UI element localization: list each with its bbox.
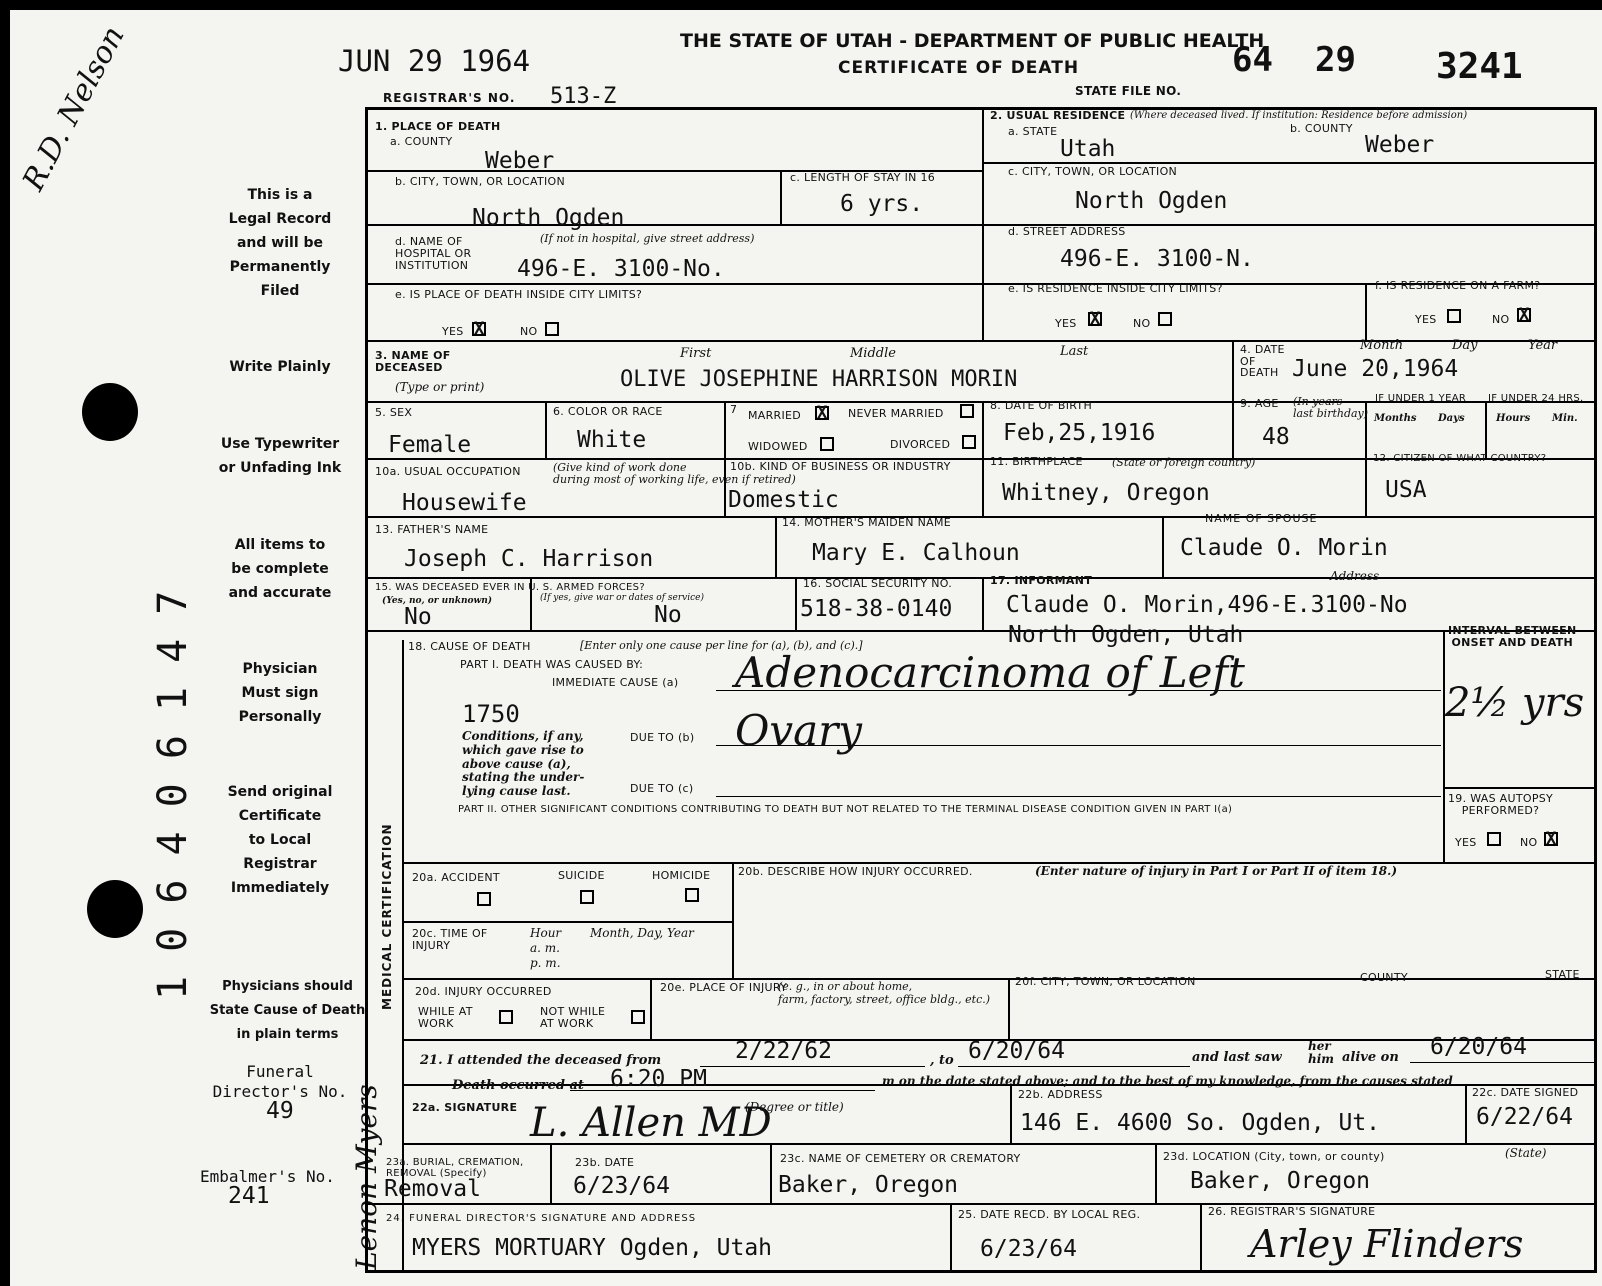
business-value: Domestic [728,487,839,513]
hospital-label: d. NAME OF HOSPITAL OR INSTITUTION [395,235,472,273]
months-label: Months [1374,413,1417,424]
injury-occurred-label: 20d. INJURY OCCURRED [415,985,552,998]
name-label: 3. NAME OF DECEASED [375,349,451,375]
farm-yes-checkbox[interactable] [1447,309,1461,323]
death-no-label: NO [520,325,538,338]
war-value: No [654,602,682,628]
res-street: 496-E. 3100-N. [1060,246,1254,272]
autopsy-no-label: NO [1520,836,1538,849]
cemetery-label: 23c. NAME OF CEMETERY OR CREMATORY [780,1152,1021,1165]
middle-label: Middle [850,346,896,361]
date-signed: 6/22/64 [1476,1104,1573,1130]
location-label: 23d. LOCATION (City, town, or county) [1163,1150,1385,1163]
date-of-death-label: 4. DATE OF DEATH [1240,343,1285,380]
armed-forces-note1: (Yes, no, or unknown) [382,596,493,606]
file-no-part3: 3241 [1436,46,1523,87]
funeral-director-sig-label: 24. FUNERAL DIRECTOR'S SIGNATURE AND ADDRESS [386,1213,697,1224]
punch-hole-bottom [87,880,143,938]
cause-label: 18. CAUSE OF DEATH [408,640,531,653]
birthplace-label: 11. BIRTHPLACE [990,455,1083,468]
form-subtitle: CERTIFICATE OF DEATH [838,58,1080,78]
physician-address: 146 E. 4600 So. Ogden, Ut. [1020,1110,1381,1136]
death-inside-limits-label: e. IS PLACE OF DEATH INSIDE CITY LIMITS? [395,288,643,301]
res-inside-no-checkbox[interactable] [1158,312,1172,326]
immediate-cause-label: IMMEDIATE CAUSE (a) [552,676,679,689]
file-no-part1: 64 [1232,40,1273,80]
date-of-death: June 20,1964 [1292,356,1459,382]
never-married-checkbox[interactable] [960,404,974,418]
death-county: Weber [485,148,555,174]
margin-note-complete: All items to be complete and accurate [228,537,332,601]
due-b-value: Ovary [735,706,863,755]
sex-value: Female [388,432,472,458]
age-label: 9. AGE [1240,397,1279,410]
describe-injury-label: 20b. DESCRIBE HOW INJURY OCCURRED. [738,865,973,878]
due-c-label: DUE TO (c) [630,782,694,795]
describe-injury-note: (Enter nature of injury in Part I or Part II of item 18.) [1035,864,1398,878]
registrar-sig-label: 26. REGISTRAR'S SIGNATURE [1208,1205,1376,1218]
homicide-label: HOMICIDE [652,869,711,882]
sex-label: 5. SEX [375,406,413,419]
age-value: 48 [1262,424,1290,450]
res-city-label: c. CITY, TOWN, OR LOCATION [1008,165,1178,178]
res-county: Weber [1365,132,1435,158]
res-street-label: d. STREET ADDRESS [1008,225,1126,238]
divorced-checkbox[interactable] [962,435,976,449]
marital-num: 7 [730,403,738,416]
never-married-label: NEVER MARRIED [848,407,944,420]
autopsy-yes-label: YES [1455,836,1477,849]
married-checkbox[interactable] [815,406,829,420]
informant-line2: North Ogden, Utah [1008,622,1244,648]
occupation-label: 10a. USUAL OCCUPATION [375,465,521,478]
mdy-label: Month, Day, Year [590,926,694,940]
under-24-hrs-label: IF UNDER 24 HRS. [1488,393,1584,404]
autopsy-yes-checkbox[interactable] [1487,832,1501,846]
married-label: MARRIED [748,409,802,422]
registrar-no: 513-Z [550,84,617,109]
stay-label: c. LENGTH OF STAY IN 16 [790,171,936,184]
date-recd: 6/23/64 [980,1236,1077,1262]
margin-note-write-plainly: Write Plainly [229,359,331,375]
embalmer-no: 241 [228,1183,270,1209]
autopsy-no-checkbox[interactable] [1544,832,1558,846]
death-yes-label: YES [442,325,464,338]
name-sub: (Type or print) [395,380,485,394]
cause-note: [Enter only one cause per line for (a), (b), and (c).] [580,639,863,652]
residence-label: 2. USUAL RESIDENCE [990,109,1126,122]
medical-cert-label: MEDICAL CERTIFICATION [380,823,394,1010]
days-label: Days [1438,413,1465,424]
business-label: 10b. KIND OF BUSINESS OR INDUSTRY [730,460,951,473]
due-b-label: DUE TO (b) [630,731,695,744]
part1-label: PART I. DEATH WAS CAUSED BY: [460,658,644,671]
while-at-work-checkbox[interactable] [499,1010,513,1024]
min-label: Min. [1552,413,1578,424]
injury-state-label: STATE [1545,968,1580,981]
physician-signature: L. Allen MD [530,1100,772,1146]
res-state: Utah [1060,136,1116,162]
res-city: North Ogden [1075,188,1228,214]
hours-label: Hours [1496,413,1531,424]
not-while-at-work-label: NOT WHILE AT WORK [540,1005,606,1031]
death-inside-no-checkbox[interactable] [545,322,559,336]
form-title: THE STATE OF UTAH - DEPARTMENT OF PUBLIC HEALTH [680,30,1265,52]
farm-label: f. IS RESIDENCE ON A FARM? [1375,279,1541,292]
spouse-label: NAME OF SPOUSE [1205,512,1318,525]
armed-forces-note2: (If yes, give war or dates of service) [540,593,704,603]
location-state-label: (State) [1505,1146,1547,1160]
funeral-director-label: Funeral Director's No. [212,1062,348,1101]
armed-forces-value: No [404,604,432,630]
birth-date: Feb,25,1916 [1003,420,1156,446]
hospital-note: (If not in hospital, give street address) [540,232,755,245]
res-inside-limits-label: e. IS RESIDENCE INSIDE CITY LIMITS? [1008,282,1223,295]
spouse-name: Claude O. Morin [1180,535,1388,561]
margin-note-send: Send original Certificate to Local Registrar Immediately [227,784,333,896]
citizen-label: 12. CITIZEN OF WHAT COUNTRY? [1373,453,1547,464]
month-label: Month [1360,338,1404,353]
res-no-label: NO [1133,317,1151,330]
burial-value: Removal [384,1176,481,1202]
funeral-director-no: 49 [266,1098,294,1124]
year-label: Year [1528,338,1558,353]
margin-note-typewriter: Use Typewriter or Unfading Ink [218,436,342,476]
place-of-injury-note: (e. g., in or about home, farm, factory, street, office bldg., etc.) [778,980,991,1007]
attended-to-label: , to [930,1053,954,1068]
registrar-signature: Arley Flinders [1250,1222,1524,1266]
part2-label: PART II. OTHER SIGNIFICANT CONDITIONS CONTRIBUTING TO DEATH BUT NOT RELATED TO THE TERMINAL DISEASE CONDITION GIVEN IN PART I(a) [458,804,1233,815]
informant-label: 17. INFORMANT [990,574,1093,587]
death-city-label: b. CITY, TOWN, OR LOCATION [395,175,566,188]
not-while-at-work-checkbox[interactable] [631,1010,645,1024]
burial-date-label: 23b. DATE [575,1156,635,1169]
suicide-label: SUICIDE [558,869,605,882]
interval-value: 2½ yrs [1445,680,1585,726]
race-label: 6. COLOR OR RACE [553,405,663,418]
date-signed-label: 22c. DATE SIGNED [1472,1086,1579,1099]
attended-to: 6/20/64 [968,1038,1065,1064]
occupation-value: Housewife [402,490,527,516]
attended-from: 2/22/62 [735,1038,832,1064]
father-label: 13. FATHER'S NAME [375,523,489,536]
place-of-death-label: 1. PLACE OF DEATH [375,120,501,133]
immediate-cause-value: Adenocarcinoma of Left [735,648,1245,697]
alive-on-date: 6/20/64 [1430,1034,1527,1060]
stamp-date: JUN 29 1964 [338,44,531,78]
res-county-label: b. COUNTY [1290,122,1353,135]
interval-label: INTERVAL BETWEEN ONSET AND DEATH [1448,624,1577,650]
informant-address-label: Address [1330,569,1380,583]
conditions-note: Conditions, if any, which gave rise to above cause (a), stating the under- lying cause last. [462,729,585,799]
time-of-injury-label: 20c. TIME OF INJURY [412,927,488,953]
alive-on-label: alive on [1342,1050,1399,1065]
under-1-year-label: IF UNDER 1 YEAR [1375,393,1467,404]
burial-label: 23a. BURIAL, CREMATION, REMOVAL (Specify) [386,1157,524,1179]
mother-name: Mary E. Calhoun [812,540,1020,566]
ssn-value: 518-38-0140 [800,596,953,622]
vertical-cert-number: 1 0 6 4 0 6 1 4 7 [150,590,196,1000]
punch-hole-top [82,383,138,441]
birthplace-value: Whitney, Oregon [1002,480,1210,506]
armed-forces-label: 15. WAS DECEASED EVER IN U. S. ARMED FORCES? [375,582,645,593]
res-inside-yes-checkbox[interactable] [1088,312,1102,326]
homicide-checkbox[interactable] [685,888,699,902]
suicide-checkbox[interactable] [580,890,594,904]
divorced-label: DIVORCED [890,438,951,451]
death-city: North Ogden [472,205,625,231]
occupation-note: (Give kind of work done during most of working life, even if retired) [553,461,796,487]
res-state-label: a. STATE [1008,125,1058,138]
father-name: Joseph C. Harrison [404,546,654,572]
farm-no-checkbox[interactable] [1517,308,1531,322]
county-label: a. COUNTY [390,135,453,148]
margin-handwriting: R.D. Nelson [16,20,132,197]
day-label: Day [1452,338,1478,353]
location-value: Baker, Oregon [1190,1168,1371,1194]
margin-signature: Lenon Myers [350,1084,383,1270]
registrar-no-label: REGISTRAR'S NO. [383,91,516,105]
residence-note: (Where deceased lived. If institution: Residence before admission) [1130,110,1468,121]
last-label: Last [1060,344,1089,359]
birth-label: 8. DATE OF BIRTH [990,399,1093,412]
farm-yes-label: YES [1415,313,1437,326]
margin-note-cause: Physicians should State Cause of Death in plain terms [209,979,366,1042]
signature-label: 22a. SIGNATURE [412,1101,518,1114]
attended-prefix: 21. I attended the deceased from [420,1053,662,1068]
age-note: (In years last birthday) [1293,395,1369,421]
file-no-part2: 29 [1315,40,1356,80]
ssn-label: 16. SOCIAL SECURITY NO. [803,577,953,590]
her-him-label: her him [1308,1039,1334,1067]
hospital-value: 496-E. 3100-No. [517,256,725,282]
cemetery-value: Baker, Oregon [778,1172,959,1198]
widowed-checkbox[interactable] [820,437,834,451]
physician-address-label: 22b. ADDRESS [1018,1088,1103,1101]
cause-code: 1750 [462,700,520,728]
state-file-label: STATE FILE NO. [1075,84,1182,98]
res-yes-label: YES [1055,317,1077,330]
accident-checkbox[interactable] [477,892,491,906]
hour-label: Hour a. m. p. m. [530,926,562,970]
attended-statement: m on the date stated above; and to the best of my knowledge, from the causes stated [882,1074,1453,1088]
autopsy-label: 19. WAS AUTOPSY PERFORMED? [1448,792,1554,818]
place-of-injury-label: 20e. PLACE OF INJURY [660,981,788,994]
first-label: First [680,346,712,361]
date-recd-label: 25. DATE RECD. BY LOCAL REG. [958,1208,1141,1221]
funeral-director-value: MYERS MORTUARY Ogden, Utah [412,1235,773,1261]
margin-note-physician: Physician Must sign Personally [238,661,322,725]
race-value: White [577,427,647,453]
death-inside-yes-checkbox[interactable] [472,322,486,336]
widowed-label: WIDOWED [748,440,808,453]
mother-label: 14. MOTHER'S MAIDEN NAME [782,516,952,529]
embalmer-label: Embalmer's No. [200,1167,335,1186]
burial-date: 6/23/64 [573,1173,670,1199]
informant-line1: Claude O. Morin,496-E.3100-No [1006,592,1408,618]
margin-note-legal: This is a Legal Record and will be Permanently Filed [228,187,332,299]
last-saw-label: and last saw [1192,1050,1282,1065]
while-at-work-label: WHILE AT WORK [418,1005,473,1031]
length-of-stay: 6 yrs. [840,191,924,217]
injury-county-label: COUNTY [1360,971,1408,984]
injury-city-label: 20f. CITY, TOWN, OR LOCATION [1015,975,1196,988]
death-time: 6:20 PM [610,1066,707,1092]
citizen-value: USA [1385,477,1427,503]
birthplace-note: (State or foreign country) [1112,456,1256,469]
farm-no-label: NO [1492,313,1510,326]
deceased-name: OLIVE JOSEPHINE HARRISON MORIN [620,367,1018,392]
degree-label: (Degree or title) [745,1100,844,1114]
accident-label: 20a. ACCIDENT [412,871,500,884]
death-occurred-label: Death occurred at [452,1078,584,1093]
